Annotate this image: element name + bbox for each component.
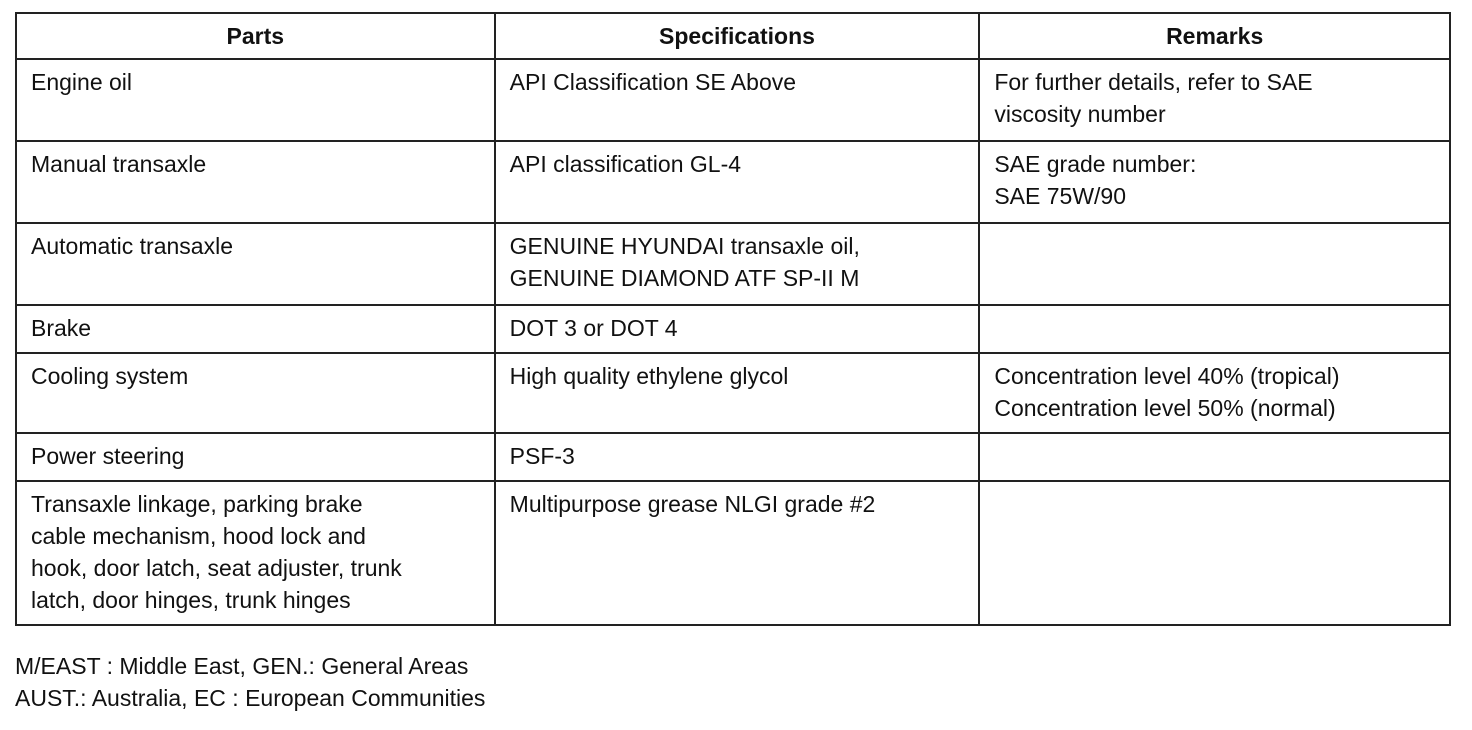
cell-specifications — [495, 59, 980, 141]
cell-text: API Classification SE Above — [509, 69, 797, 95]
cell-specifications — [495, 353, 980, 433]
cell-text: Concentration level 50% (normal) — [994, 395, 1336, 421]
cell-text: SAE grade number: — [994, 151, 1197, 177]
footnote-regions-2: AUST.: Australia, EC : European Communities — [15, 685, 486, 711]
cell-remarks — [979, 433, 1450, 481]
cell-parts — [16, 481, 495, 625]
table-row — [16, 481, 1450, 625]
cell-text: Concentration level 40% (tropical) — [994, 363, 1340, 389]
cell-text: PSF-3 — [509, 443, 575, 469]
cell-parts — [16, 433, 495, 481]
cell-parts — [16, 353, 495, 433]
cell-text: Brake — [31, 315, 92, 341]
cell-specifications — [495, 305, 980, 353]
header-specifications: Specifications — [495, 13, 980, 59]
cell-specifications — [495, 481, 980, 625]
cell-text: Cooling system — [31, 363, 189, 389]
table-row — [16, 59, 1450, 141]
table-row — [16, 433, 1450, 481]
footnote-regions-1: M/EAST : Middle East, GEN.: General Areas — [15, 653, 469, 679]
cell-parts — [16, 141, 495, 223]
header-remarks: Remarks — [979, 13, 1450, 59]
cell-remarks — [979, 481, 1450, 625]
cell-text: hook, door latch, seat adjuster, trunk — [31, 555, 402, 581]
table-row — [16, 305, 1450, 353]
cell-text: latch, door hinges, trunk hinges — [31, 587, 351, 613]
cell-text: cable mechanism, hood lock and — [31, 523, 366, 549]
cell-text: DOT 3 or DOT 4 — [509, 315, 678, 341]
footnotes — [15, 650, 485, 714]
cell-remarks — [979, 305, 1450, 353]
cell-text: viscosity number — [994, 101, 1166, 127]
cell-text: Transaxle linkage, parking brake — [31, 491, 363, 517]
cell-text: Automatic transaxle — [31, 233, 233, 259]
cell-text: API classification GL-4 — [509, 151, 742, 177]
table-row — [16, 141, 1450, 223]
table-row — [16, 223, 1450, 305]
table-header-row — [16, 13, 1450, 59]
cell-remarks — [979, 141, 1450, 223]
cell-parts — [16, 223, 495, 305]
cell-specifications — [495, 433, 980, 481]
cell-text: GENUINE HYUNDAI transaxle oil, — [509, 233, 860, 259]
header-parts: Parts — [16, 13, 495, 59]
cell-text: High quality ethylene glycol — [509, 363, 789, 389]
cell-remarks — [979, 353, 1450, 433]
cell-remarks — [979, 59, 1450, 141]
lubricant-spec-table — [15, 12, 1451, 626]
cell-text: Multipurpose grease NLGI grade #2 — [509, 491, 876, 517]
cell-text: GENUINE DIAMOND ATF SP-II M — [509, 265, 860, 291]
cell-parts — [16, 59, 495, 141]
cell-specifications — [495, 223, 980, 305]
cell-text: SAE 75W/90 — [994, 183, 1127, 209]
cell-remarks — [979, 223, 1450, 305]
cell-text: For further details, refer to SAE — [994, 69, 1313, 95]
cell-parts — [16, 305, 495, 353]
cell-specifications — [495, 141, 980, 223]
cell-text: Power steering — [31, 443, 185, 469]
cell-text: Manual transaxle — [31, 151, 207, 177]
cell-text: Engine oil — [31, 69, 133, 95]
table-row — [16, 353, 1450, 433]
